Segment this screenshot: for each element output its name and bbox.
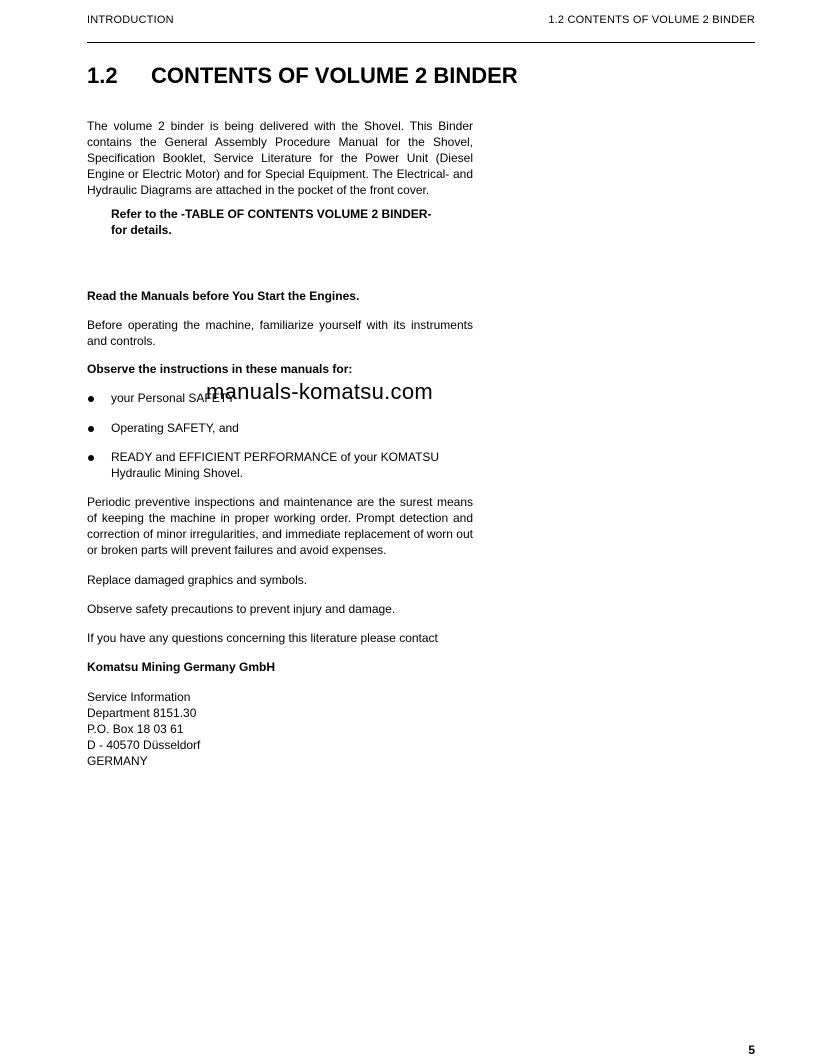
header-chapter: INTRODUCTION: [87, 14, 174, 26]
refer-note: [87, 206, 473, 238]
address-line: D - 40570 Düsseldorf: [87, 738, 201, 752]
running-header: [87, 14, 755, 30]
section-title: [87, 63, 518, 89]
section-title-text: CONTENTS OF VOLUME 2 BINDER: [151, 63, 518, 88]
maintenance-paragraph: Periodic preventive inspections and maintenance are the surest means of keeping the machine in proper working order. Prompt detection and correction of minor irregularities, and immediate replacement of worn out or broken parts will prevent failures and avoid expenses.: [87, 495, 473, 557]
list-item: Operating SAFETY, and: [87, 420, 473, 436]
header-section: 1.2 CONTENTS OF VOLUME 2 BINDER: [548, 14, 755, 26]
list-item: READY and EFFICIENT PERFORMANCE of your KOMATSU Hydraulic Mining Shovel.: [87, 449, 473, 481]
intro-paragraph: The volume 2 binder is being delivered with the Shovel. This Binder contains the General Assembly Procedure Manual for the Shovel, Specification Booklet, Service Literature for the Power Unit (Diesel Engine or Electric Motor) and for Special Equipment. The Electrical- and Hydraulic Diagrams are attached in the pocket of the front cover.: [87, 119, 473, 197]
refer-note-line-1: Refer to the -TABLE OF CONTENTS VOLUME 2 BINDER-: [111, 207, 432, 221]
address-line: GERMANY: [87, 754, 148, 768]
address-block: [87, 689, 473, 769]
replace-graphics-paragraph: Replace damaged graphics and symbols.: [87, 573, 308, 587]
header-divider: [87, 42, 755, 43]
refer-note-line-2: for details.: [111, 223, 172, 237]
address-line: Department 8151.30: [87, 706, 197, 720]
bullet-icon: [88, 396, 94, 402]
observe-heading: Observe the instructions in these manuals for:: [87, 362, 353, 376]
questions-paragraph: If you have any questions concerning this literature please contact: [87, 631, 438, 645]
safety-precautions-paragraph: Observe safety precautions to prevent injury and damage.: [87, 602, 396, 616]
bullet-icon: [88, 426, 94, 432]
address-line: P.O. Box 18 03 61: [87, 722, 184, 736]
watermark: manuals-komatsu.com: [206, 379, 433, 404]
before-operating-paragraph: Before operating the machine, familiarize yourself with its instruments and controls.: [87, 318, 473, 348]
read-manuals-heading: Read the Manuals before You Start the Engines.: [87, 289, 360, 303]
list-item: your Personal SAFETY: [87, 390, 473, 406]
bullet-icon: [88, 455, 94, 461]
page-number: 5: [748, 1043, 755, 1057]
main-content: [87, 118, 473, 769]
address-line: Service Information: [87, 690, 191, 704]
company-name: Komatsu Mining Germany GmbH: [87, 660, 276, 674]
section-number: 1.2: [87, 63, 118, 88]
